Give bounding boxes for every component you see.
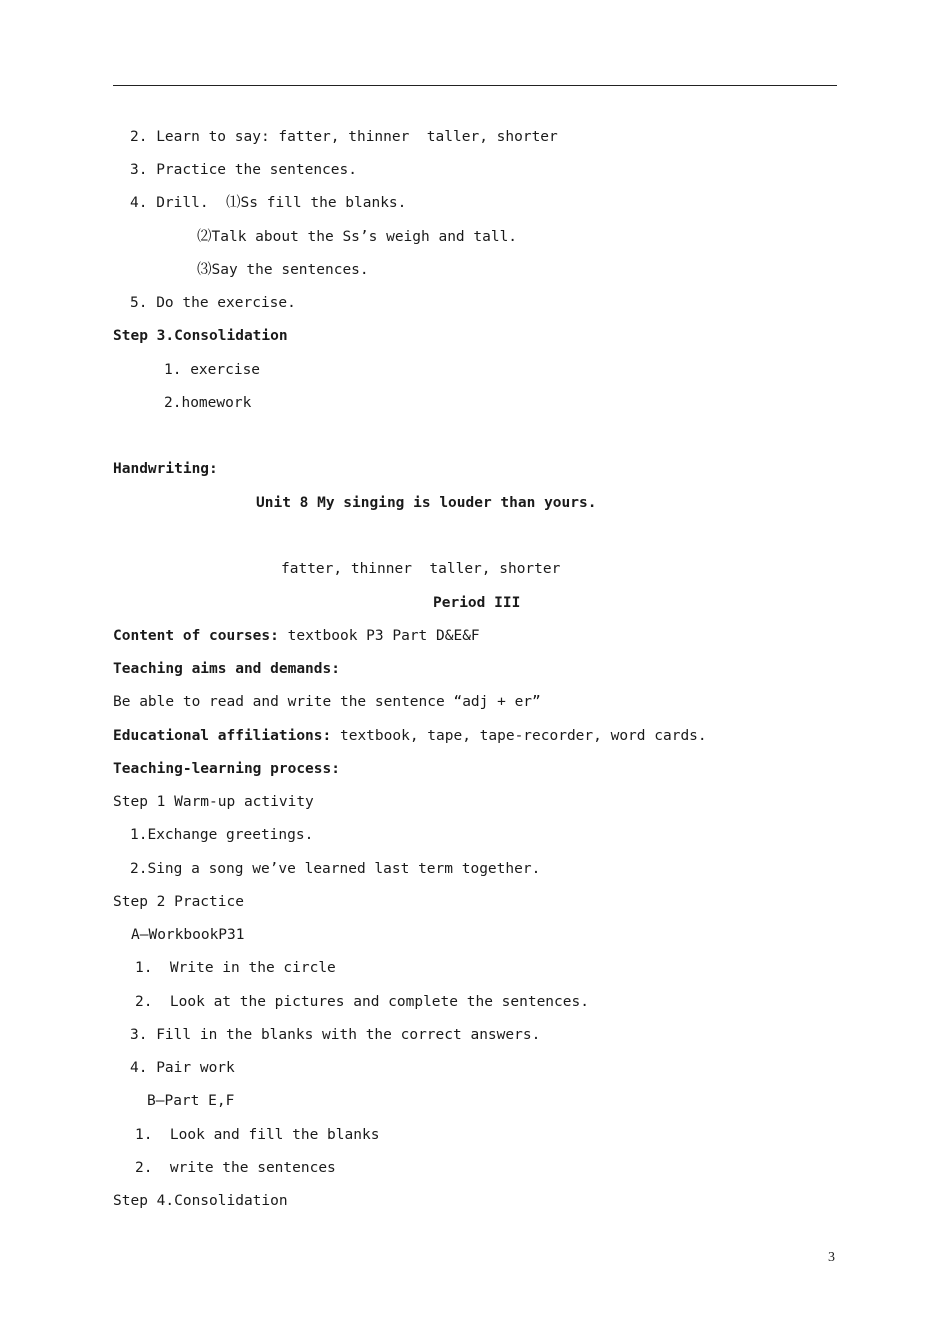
drill-sub-2: ⑵Talk about the Ss’s weigh and tall. bbox=[197, 229, 518, 245]
affiliations-label: Educational affiliations: bbox=[113, 728, 332, 744]
part-a-item-4: 4. Pair work bbox=[130, 1060, 235, 1076]
part-a-item-1: 1. Write in the circle bbox=[135, 960, 336, 976]
part-a-item-3: 3. Fill in the blanks with the correct answers. bbox=[130, 1027, 541, 1043]
drill-line: 4. Drill. ⑴Ss fill the blanks. bbox=[130, 195, 407, 211]
exercise-line: 5. Do the exercise. bbox=[130, 295, 296, 311]
learn-to-say-line: 2. Learn to say: fatter, thinner taller, shorter bbox=[130, 129, 558, 145]
header-rule bbox=[113, 85, 837, 86]
handwriting-label: Handwriting: bbox=[113, 461, 218, 477]
handwriting-words: fatter, thinner taller, shorter bbox=[281, 561, 561, 577]
content-label: Content of courses: bbox=[113, 628, 279, 644]
part-b-heading: B—Part E,F bbox=[147, 1093, 235, 1109]
part-b-item-1: 1. Look and fill the blanks bbox=[135, 1127, 380, 1143]
unit-title: Unit 8 My singing is louder than yours. bbox=[256, 495, 597, 511]
part-a-heading: A—WorkbookP31 bbox=[131, 927, 245, 943]
drill-sub-3: ⑶Say the sentences. bbox=[197, 262, 369, 278]
affiliations-line bbox=[113, 727, 707, 745]
step4-heading: Step 4.Consolidation bbox=[113, 1193, 288, 1209]
process-label: Teaching-learning process: bbox=[113, 761, 340, 777]
content-line bbox=[113, 627, 480, 645]
content-value: textbook P3 Part D&E&F bbox=[278, 628, 480, 644]
period-title: Period III bbox=[433, 595, 521, 611]
aims-value: Be able to read and write the sentence “adj + er” bbox=[113, 694, 541, 710]
part-b-item-2: 2. write the sentences bbox=[135, 1160, 336, 1176]
aims-label: Teaching aims and demands: bbox=[113, 661, 340, 677]
step3-item-exercise: 1. exercise bbox=[164, 362, 261, 378]
step1-heading: Step 1 Warm-up activity bbox=[113, 794, 314, 810]
step3-item-homework: 2.homework bbox=[164, 395, 252, 411]
step3-heading: Step 3.Consolidation bbox=[113, 328, 288, 344]
practice-line: 3. Practice the sentences. bbox=[130, 162, 357, 178]
affiliations-value: textbook, tape, tape-recorder, word cards. bbox=[331, 728, 707, 744]
part-a-item-2: 2. Look at the pictures and complete the sentences. bbox=[135, 994, 589, 1010]
step1-item-greetings: 1.Exchange greetings. bbox=[130, 827, 314, 843]
page-number: 3 bbox=[828, 1250, 835, 1265]
step2-heading: Step 2 Practice bbox=[113, 894, 244, 910]
step1-item-song: 2.Sing a song we’ve learned last term together. bbox=[130, 861, 541, 877]
